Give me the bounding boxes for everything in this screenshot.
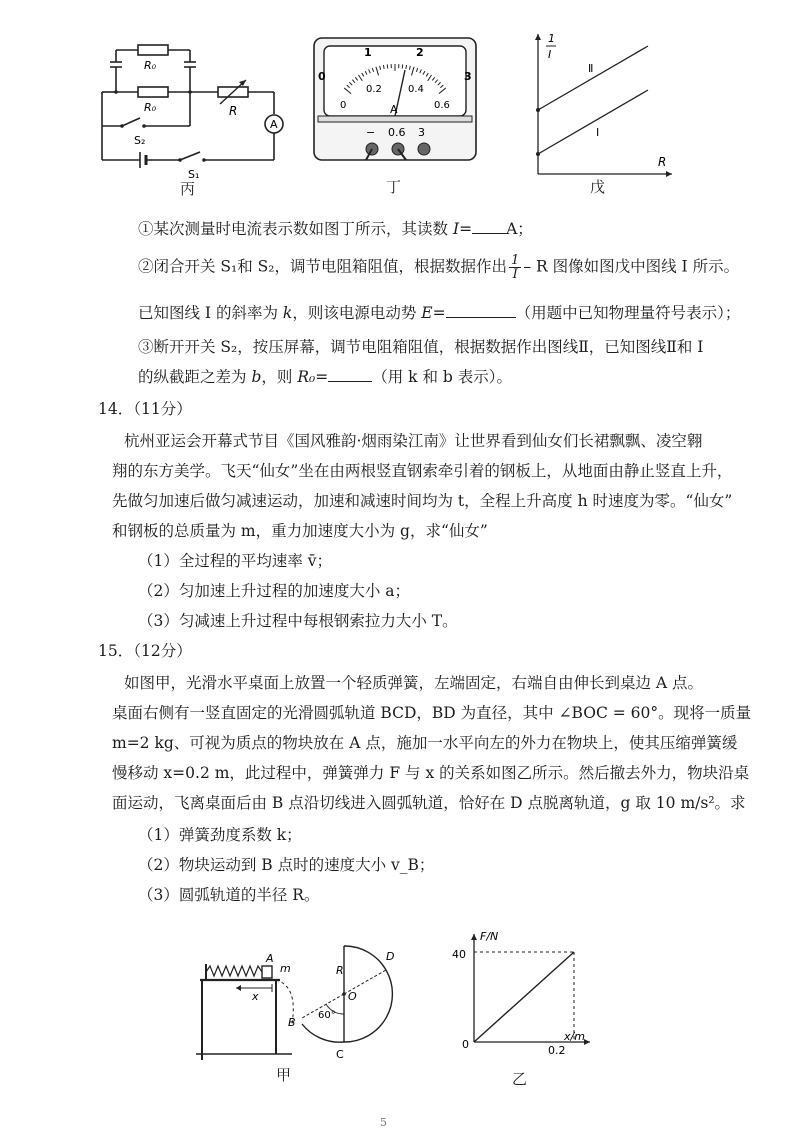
terminal-06: 0.6 [388,126,406,139]
q15-header: 15．（12分） [98,642,192,660]
figure-yi-chart [440,928,600,1058]
page-number: 5 [380,1116,387,1129]
y-tick-40: 40 [452,948,466,961]
label-m: m [280,962,291,975]
label-r0-top: R₀ [144,59,157,72]
terminal-knob-3 [418,143,430,155]
upper-scale-1: 1 [364,46,372,59]
q14-header: 14．（11分） [98,400,192,418]
caption-yi: 乙 [512,1070,528,1088]
label-x: x [252,990,259,1003]
q15-para-5: 面运动，飞离桌面后由 B 点沿切线进入圆弧轨道，恰好在 D 点脱离轨道，g 取 10 m/s²。求 [112,794,746,812]
ammeter-label: A [270,118,278,131]
terminal-minus: − [366,126,376,139]
label-s1: S₁ [188,168,200,181]
q14-para-3: 先做匀加速后做匀减速运动，加速和减速时间均为 t，全程上升高度 h 时速度为零。“仙女” [112,492,733,510]
line-label-I: Ⅰ [596,126,600,139]
label-angle: 60° [318,1010,336,1021]
label-R: R [336,964,344,977]
upper-scale-0: 0 [318,70,326,83]
q15-para-4: 慢移动 x=0.2 m，此过程中，弹簧弹力 F 与 x 的关系如图乙所示。然后撤去外力，物块沿桌 [112,764,750,782]
caption-ding: 丁 [386,178,402,196]
q14-sub-1: （1）全过程的平均速率 v̄； [138,552,333,570]
label-B: B [288,1016,296,1029]
label-C: C [336,1048,344,1061]
q13-item3b: 的纵截距之差为 b，则 R₀= （用 k 和 b 表示）。 [138,368,512,386]
graph-line-II [538,46,648,110]
label-O: O [348,990,357,1003]
terminal-3: 3 [418,126,425,139]
q13-item1: ①某次测量时电流表示数如图丁所示，其读数 I= A； [138,220,533,238]
lower-scale-2: 0.4 [408,84,424,95]
q14-para-4: 和钢板的总质量为 m，重力加速度大小为 g，求“仙女” [112,522,488,540]
q15-sub-3: （3）圆弧轨道的半径 R。 [138,886,320,904]
q15-para-2: 桌面右侧有一竖直固定的光滑圆弧轨道 BCD，BD 为直径，其中 ∠BOC = 60°。现将一质量 [112,704,752,722]
label-D: D [386,950,395,963]
label-r: R [229,104,238,118]
q13-item2: ②闭合开关 S₁和 S₂，调节电阻箱阻值，根据数据作出 $\frac{1}{I}$ – R 图像如图戊中图线 I 所示。 [138,253,740,282]
upper-scale-3: 3 [464,70,472,83]
series-line-f-x [474,952,574,1042]
graph-line-I [538,90,648,154]
block [262,966,272,978]
caption-wu: 戊 [590,178,606,196]
arc-track [302,1024,344,1042]
caption-jia: 甲 [276,1066,292,1084]
x-tick-02: 0.2 [548,1044,566,1057]
y-label-num: 1 [548,32,555,45]
dial-unit: A [390,103,398,116]
q14-para-1: 杭州亚运会开幕式节目《国风雅韵·烟雨染江南》让世界看到仙女们长裙飘飘、凌空翱 [124,432,703,450]
figure-wu-graph [520,28,680,188]
lower-scale-0: 0 [340,100,347,111]
dial-tick [383,65,384,69]
x-label-r: R [658,155,667,169]
caption-bing: 丙 [180,180,196,198]
label-r0-bottom: R₀ [144,101,157,114]
figure-ding-ammeter [310,34,480,164]
q15-para-1: 如图甲，光滑水平桌面上放置一个轻质弹簧，左端固定，右端自由伸长到桌边 A 点。 [124,674,704,692]
lower-scale-3: 0.6 [434,100,450,111]
q15-sub-2: （2）物块运动到 B 点时的速度大小 v_B； [138,856,435,874]
q14-sub-2: （2）匀加速上升过程的加速度大小 a； [138,582,411,600]
label-A: A [266,952,274,965]
q13-item3a: ③断开开关 S₂，按压屏幕，调节电阻箱阻值，根据数据作出图线Ⅱ，已知图线Ⅱ和 I [138,338,704,356]
y-axis-label: F/N [480,930,499,943]
line-label-II: Ⅱ [588,62,594,75]
dial-tick [406,65,407,69]
q13-item2b: 已知图线 I 的斜率为 k，则该电源电动势 E= （用题中已知物理量符号表示）； [138,304,741,322]
origin-label: 0 [462,1038,469,1051]
spring [206,966,262,976]
figure-bing-circuit [92,36,292,196]
y-label-den: I [548,48,552,61]
q15-para-3: m=2 kg、可视为质点的物块放在 A 点，施加一水平向左的外力在物块上，使其压缩弹簧缓 [112,734,738,752]
label-s2: S₂ [134,134,146,147]
upper-scale-2: 2 [416,46,424,59]
q15-sub-1: （1）弹簧劲度系数 k； [138,826,302,844]
figure-jia-track [196,928,426,1068]
q14-sub-3: （3）匀减速上升过程中每根钢索拉力大小 T。 [138,612,458,630]
lower-scale-1: 0.2 [366,84,382,95]
x-axis-label: x/m [564,1030,585,1043]
q14-para-2: 翔的东方美学。飞天“仙女”坐在由两根竖直钢索牵引着的钢板上，从地面由静止竖直上升， [112,462,733,480]
